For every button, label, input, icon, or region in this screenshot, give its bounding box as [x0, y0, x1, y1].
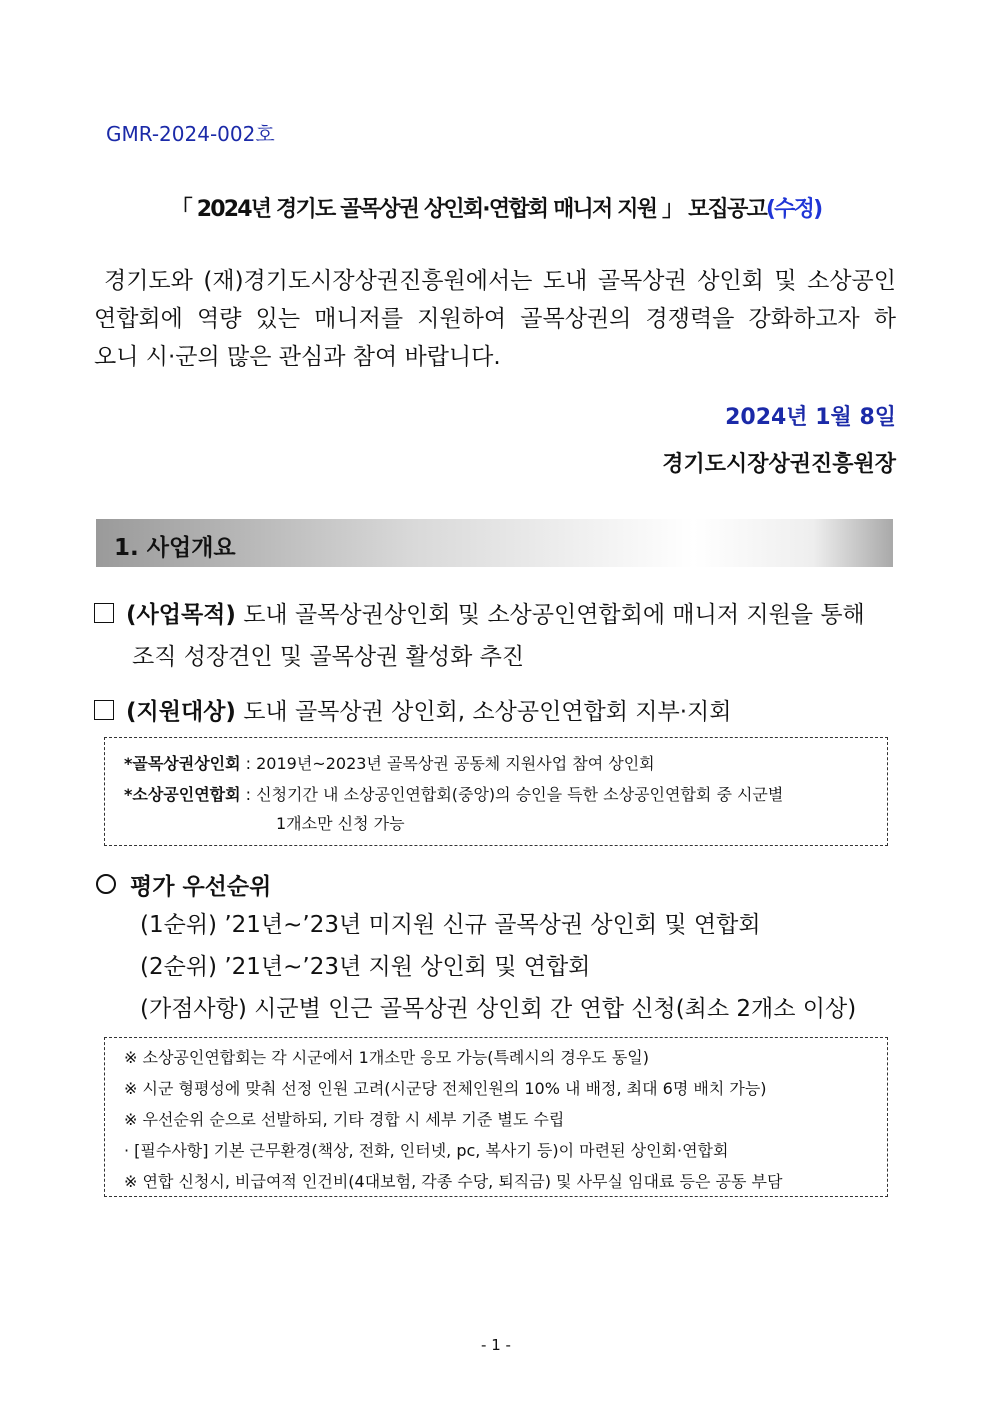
note-text: : 신청기간 내 소상공인연합회(중앙)의 승인을 득한 소상공인연합회 중 시군별 — [240, 785, 784, 804]
intro-line: 연합회에 역량 있는 매니저를 지원하여 골목상권의 경쟁력을 강화하고자 하 — [94, 306, 896, 332]
announcement-date: 2024년 1월 8일 — [725, 405, 896, 430]
document-title — [0, 192, 992, 223]
intro-line: 경기도와 (재)경기도시장상권진흥원에서는 도내 골목상권 상인회 및 소상공인 — [104, 268, 896, 294]
priority-item: (1순위) ’21년~’23년 미지원 신규 골목상권 상인회 및 연합회 — [140, 912, 761, 938]
target-notes-box — [104, 737, 888, 846]
section-name: 사업개요 — [146, 535, 236, 561]
target-item — [94, 693, 731, 726]
intro-paragraph — [94, 262, 896, 376]
priority-note: ※ 시군 형평성에 맞춰 선정 인원 고려(시군당 전체인원의 10% 내 배정, 최대 6명 배치 가능) — [124, 1079, 767, 1098]
note-label: *골목상권상인회 — [124, 754, 241, 773]
issuer: 경기도시장상권진흥원장 — [662, 452, 896, 477]
note-text: : 2019년~2023년 골목상권 공동체 지원사업 참여 상인회 — [240, 754, 655, 773]
purpose-text: 도내 골목상권상인회 및 소상공인연합회에 매니저 지원을 통해 — [235, 602, 865, 628]
document-number: GMR-2024-002호 — [106, 122, 275, 146]
priority-heading — [96, 868, 271, 901]
target-note-continued: 1개소만 신청 가능 — [276, 814, 405, 833]
purpose-text-continued: 조직 성장견인 및 골목상권 활성화 추진 — [132, 644, 525, 670]
priority-item: (가점사항) 시군별 인근 골목상권 상인회 간 연합 신청(최소 2개소 이상) — [140, 996, 857, 1022]
purpose-label: (사업목적) — [126, 602, 236, 628]
checkbox-square-icon — [94, 700, 114, 720]
priority-heading-text: 평가 우선순위 — [130, 874, 272, 900]
intro-line: 오니 시·군의 많은 관심과 참여 바랍니다. — [94, 344, 501, 370]
target-label: (지원대상) — [126, 699, 236, 725]
title-revision: (수정) — [765, 197, 822, 222]
target-note — [124, 751, 655, 774]
note-label: *소상공인연합회 — [124, 785, 241, 804]
priority-note: · [필수사항] 기본 근무환경(책상, 전화, 인터넷, pc, 복사기 등)이 마련된 상인회·연합회 — [124, 1141, 729, 1160]
priority-note: ※ 연합 신청시, 비급여적 인건비(4대보험, 각종 수당, 퇴직금) 및 사무실 임대료 등은 공동 부담 — [124, 1172, 783, 1191]
priority-note: ※ 우선순위 순으로 선발하되, 기타 경합 시 세부 기준 별도 수립 — [124, 1110, 565, 1129]
section-title — [114, 529, 236, 562]
priority-item: (2순위) ’21년~’23년 지원 상인회 및 연합회 — [140, 954, 591, 980]
section-number: 1. — [114, 535, 139, 561]
page-number: - 1 - — [481, 1336, 511, 1354]
checkbox-square-icon — [94, 603, 114, 623]
target-note — [124, 782, 783, 805]
priority-note: ※ 소상공인연합회는 각 시군에서 1개소만 응모 가능(특례시의 경우도 동일) — [124, 1048, 649, 1067]
circle-bullet-icon — [96, 874, 116, 894]
target-text: 도내 골목상권 상인회, 소상공인연합회 지부·지회 — [235, 699, 732, 725]
purpose-item — [94, 596, 865, 629]
title-main: 「 2024년 경기도 골목상권 상인회·연합회 매니저 지원 」 모집공고 — [170, 197, 766, 222]
